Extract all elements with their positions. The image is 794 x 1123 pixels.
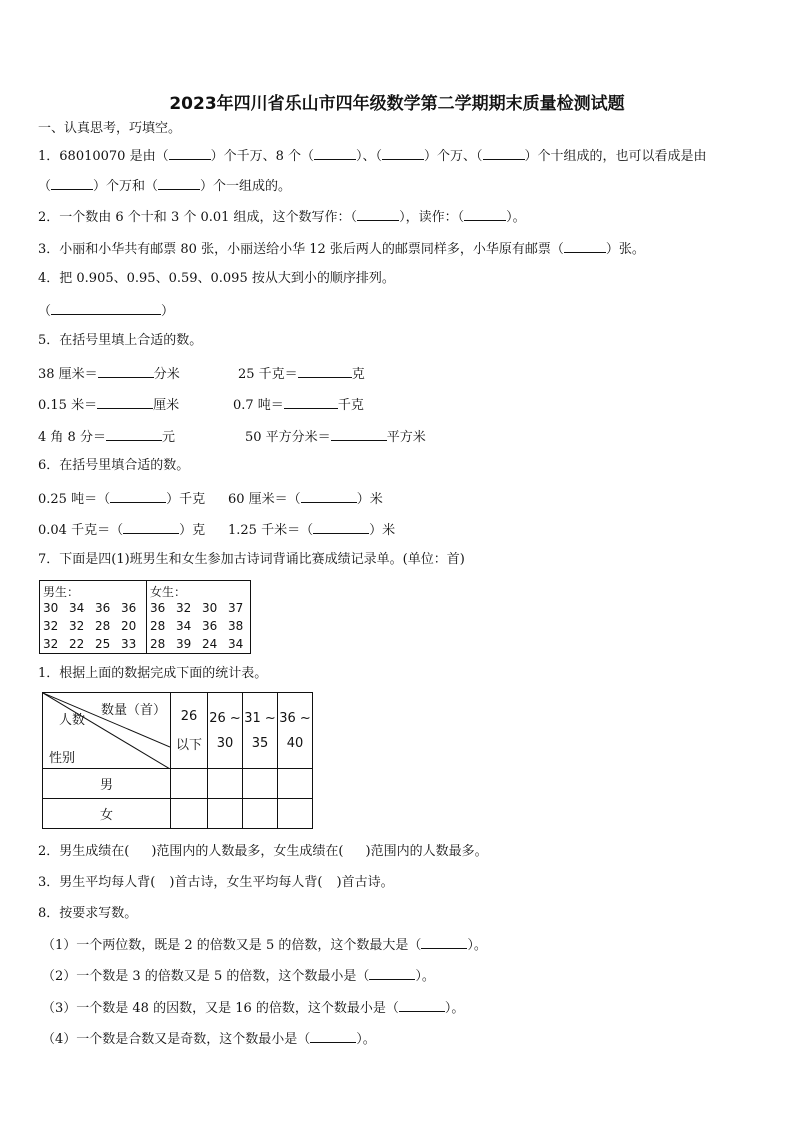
girls-label: 女生： xyxy=(150,585,187,599)
q5-row-1b xyxy=(238,365,365,383)
answer-blank[interactable] xyxy=(399,999,445,1012)
question-4-answer xyxy=(38,302,174,320)
answer-blank[interactable] xyxy=(169,147,211,160)
q7-sub2-text: )范围内的人数最多。 xyxy=(365,844,488,859)
col-label: 30 xyxy=(216,735,234,751)
q1-text-b: ）个千万、8 个（ xyxy=(210,149,314,164)
q7-sub2-text: )范围内的人数最多，女生成绩在( xyxy=(151,844,344,859)
answer-blank[interactable] xyxy=(483,147,525,160)
q6-row-1a xyxy=(38,490,205,508)
column-header-3 xyxy=(243,693,278,769)
answer-blank[interactable] xyxy=(51,177,93,190)
boys-score: 22 xyxy=(69,637,85,651)
q6-expr: 1.25 千米＝（ xyxy=(228,523,314,538)
q5-unit: 平方米 xyxy=(386,430,426,445)
question-3 xyxy=(38,240,645,258)
question-1-line-2 xyxy=(38,177,291,195)
q5-unit: 厘米 xyxy=(153,398,180,413)
question-7-sub-2 xyxy=(38,844,488,860)
answer-blank[interactable] xyxy=(298,365,352,378)
question-1-line-1 xyxy=(38,147,707,165)
q6-expr: 0.04 千克＝（ xyxy=(38,523,124,538)
q5-row-2a xyxy=(38,396,179,414)
answer-blank[interactable] xyxy=(123,521,179,534)
boys-label: 男生： xyxy=(43,585,80,599)
q6-expr: 60 厘米＝（ xyxy=(228,492,301,507)
q2-text-b: ），读作：（ xyxy=(399,210,465,225)
q4-open: （ xyxy=(38,304,52,319)
q5-expr: 4 角 8 分＝ xyxy=(38,430,106,445)
column-header-2 xyxy=(208,693,243,769)
q5-unit: 元 xyxy=(161,430,175,445)
girls-score: 34 xyxy=(228,637,244,651)
q6-unit: ）克 xyxy=(179,523,206,538)
q7-sub3-text: )首古诗。 xyxy=(336,875,394,890)
q6-row-1b xyxy=(228,490,383,508)
corner-gender-label: 性别 xyxy=(49,751,76,766)
question-7-sub-3 xyxy=(38,875,394,891)
answer-blank[interactable] xyxy=(310,1030,356,1043)
q5-expr: 38 厘米＝ xyxy=(38,367,98,382)
q2-text-c: ）。 xyxy=(506,210,526,225)
table-corner-header xyxy=(43,693,171,769)
q1-text-e: ）个十组成的，也可以看成是由 xyxy=(524,149,707,164)
girls-score: 28 xyxy=(150,619,166,633)
q7-sub3-text: 3．男生平均每人背( xyxy=(38,875,156,890)
q6-unit: ）千克 xyxy=(166,492,206,507)
column-header-4 xyxy=(278,693,313,769)
q4-close: ） xyxy=(161,304,175,319)
boys-score: 32 xyxy=(43,619,59,633)
row-label-female: 女 xyxy=(43,799,171,829)
answer-blank[interactable] xyxy=(158,177,200,190)
col-label: 26 ~ xyxy=(209,710,241,726)
q8-text: ）。 xyxy=(356,1032,376,1047)
boys-score: 32 xyxy=(43,637,59,651)
q8-sub-3 xyxy=(42,999,464,1017)
question-2 xyxy=(38,208,526,226)
answer-blank[interactable] xyxy=(284,396,338,409)
girls-score: 28 xyxy=(150,637,166,651)
q3-text-b: ）张。 xyxy=(605,242,645,257)
girls-score: 32 xyxy=(176,601,192,615)
table-cell[interactable] xyxy=(208,769,243,799)
answer-blank[interactable] xyxy=(382,147,424,160)
answer-blank[interactable] xyxy=(564,240,606,253)
q1-text-c: ）、（ xyxy=(355,149,382,164)
answer-blank[interactable] xyxy=(331,428,387,441)
answer-blank[interactable] xyxy=(357,208,399,221)
q6-expr: 0.25 吨＝（ xyxy=(38,492,111,507)
page-title: 2023年四川省乐山市四年级数学第二学期期末质量检测试题 xyxy=(169,94,625,114)
answer-blank[interactable] xyxy=(301,490,357,503)
table-cell[interactable] xyxy=(243,769,278,799)
q5-row-3b xyxy=(245,428,426,446)
q5-unit: 分米 xyxy=(153,367,180,382)
q5-row-3a xyxy=(38,428,175,446)
col-label: 40 xyxy=(286,735,304,751)
q5-unit: 克 xyxy=(351,367,365,382)
q5-expr: 25 千克＝ xyxy=(238,367,298,382)
col-label: 31 ~ xyxy=(244,710,276,726)
question-7-sub-1: 1．根据上面的数据完成下面的统计表。 xyxy=(38,666,268,681)
girls-score: 38 xyxy=(228,619,244,633)
q5-row-2b xyxy=(233,396,364,414)
answer-blank[interactable] xyxy=(110,490,166,503)
q6-unit: ）米 xyxy=(369,523,396,538)
girls-score-sheet xyxy=(146,580,251,654)
boys-score-sheet xyxy=(39,580,147,654)
q6-unit: ）米 xyxy=(356,492,383,507)
q8-text: （3）一个数是 48 的因数，又是 16 的倍数，这个数最小是（ xyxy=(42,1001,399,1016)
girls-score: 24 xyxy=(202,637,218,651)
row-label-male: 男 xyxy=(43,769,171,799)
q1-text-h: ）个一组成的。 xyxy=(200,179,292,194)
boys-score: 25 xyxy=(95,637,111,651)
col-label: 以下 xyxy=(175,737,202,753)
q5-expr: 50 平方分米＝ xyxy=(245,430,331,445)
answer-blank[interactable] xyxy=(314,147,356,160)
q1-text-d: ）个万、（ xyxy=(424,149,483,164)
table-cell[interactable] xyxy=(171,799,208,829)
answer-blank[interactable] xyxy=(98,365,154,378)
boys-score: 36 xyxy=(95,601,111,615)
corner-quantity-label: 数量（首） xyxy=(101,703,167,718)
question-4: 4．把 0.905、0.95、0.59、0.095 按从大到小的顺序排列。 xyxy=(38,271,395,286)
table-cell[interactable] xyxy=(208,799,243,829)
girls-score: 39 xyxy=(176,637,192,651)
question-5: 5．在括号里填上合适的数。 xyxy=(38,333,203,348)
section-heading: 一、认真思考，巧填空。 xyxy=(38,121,182,136)
girls-score: 34 xyxy=(176,619,192,633)
q1-text-f: （ xyxy=(38,179,52,194)
col-label: 26 xyxy=(180,708,198,724)
boys-score: 34 xyxy=(69,601,85,615)
q8-text: （4）一个数是合数又是奇数，这个数最小是（ xyxy=(42,1032,311,1047)
q8-text: ）。 xyxy=(467,938,487,953)
corner-count-label: 人数 xyxy=(59,713,86,728)
q6-row-2a xyxy=(38,521,205,539)
answer-blank[interactable] xyxy=(369,967,415,980)
boys-score: 30 xyxy=(43,601,59,615)
q8-text: （1）一个两位数，既是 2 的倍数又是 5 的倍数，这个数最大是（ xyxy=(42,938,422,953)
table-cell[interactable] xyxy=(278,769,313,799)
q8-text: （2）一个数是 3 的倍数又是 5 的倍数，这个数最小是（ xyxy=(42,969,370,984)
column-header-1 xyxy=(171,693,208,769)
q2-text-a: 2．一个数由 6 个十和 3 个 0.01 组成，这个数写作：（ xyxy=(38,210,358,225)
answer-blank[interactable] xyxy=(106,428,162,441)
table-cell[interactable] xyxy=(171,769,208,799)
table-cell[interactable] xyxy=(243,799,278,829)
answer-blank[interactable] xyxy=(97,396,153,409)
col-label: 35 xyxy=(251,735,269,751)
boys-score: 20 xyxy=(121,619,137,633)
answer-blank[interactable] xyxy=(421,936,467,949)
table-cell[interactable] xyxy=(278,799,313,829)
col-label: 36 ~ xyxy=(279,710,311,726)
girls-score: 36 xyxy=(202,619,218,633)
q6-row-2b xyxy=(228,521,395,539)
q5-unit: 千克 xyxy=(337,398,364,413)
answer-blank[interactable] xyxy=(313,521,369,534)
q8-sub-4 xyxy=(42,1030,376,1048)
boys-score: 36 xyxy=(121,601,137,615)
q5-row-1a xyxy=(38,365,180,383)
girls-score: 37 xyxy=(228,601,244,615)
girls-score: 30 xyxy=(202,601,218,615)
q5-expr: 0.7 吨＝ xyxy=(233,398,284,413)
q7-sub2-text: 2．男生成绩在( xyxy=(38,844,130,859)
statistics-table xyxy=(42,692,313,829)
boys-score: 28 xyxy=(95,619,111,633)
q8-text: ）。 xyxy=(415,969,435,984)
q3-text-a: 3．小丽和小华共有邮票 80 张，小丽送给小华 12 张后两人的邮票同样多，小华原有邮票（ xyxy=(38,242,564,257)
question-8: 8．按要求写数。 xyxy=(38,906,138,921)
q8-sub-1 xyxy=(42,936,487,954)
boys-score: 32 xyxy=(69,619,85,633)
question-7: 7．下面是四(1)班男生和女生参加古诗词背诵比赛成绩记录单。(单位：首) xyxy=(38,552,465,567)
girls-score: 36 xyxy=(150,601,166,615)
q1-text-g: ）个万和（ xyxy=(93,179,159,194)
q8-text: ）。 xyxy=(444,1001,465,1016)
boys-score: 33 xyxy=(121,637,137,651)
q1-text-a: 1．68010070 是由（ xyxy=(38,149,169,164)
q5-expr: 0.15 米＝ xyxy=(38,398,98,413)
answer-blank[interactable] xyxy=(464,208,506,221)
q8-sub-2 xyxy=(42,967,435,985)
q7-sub3-text: )首古诗，女生平均每人背( xyxy=(169,875,323,890)
answer-blank[interactable] xyxy=(51,302,161,315)
question-6: 6．在括号里填合适的数。 xyxy=(38,458,190,473)
